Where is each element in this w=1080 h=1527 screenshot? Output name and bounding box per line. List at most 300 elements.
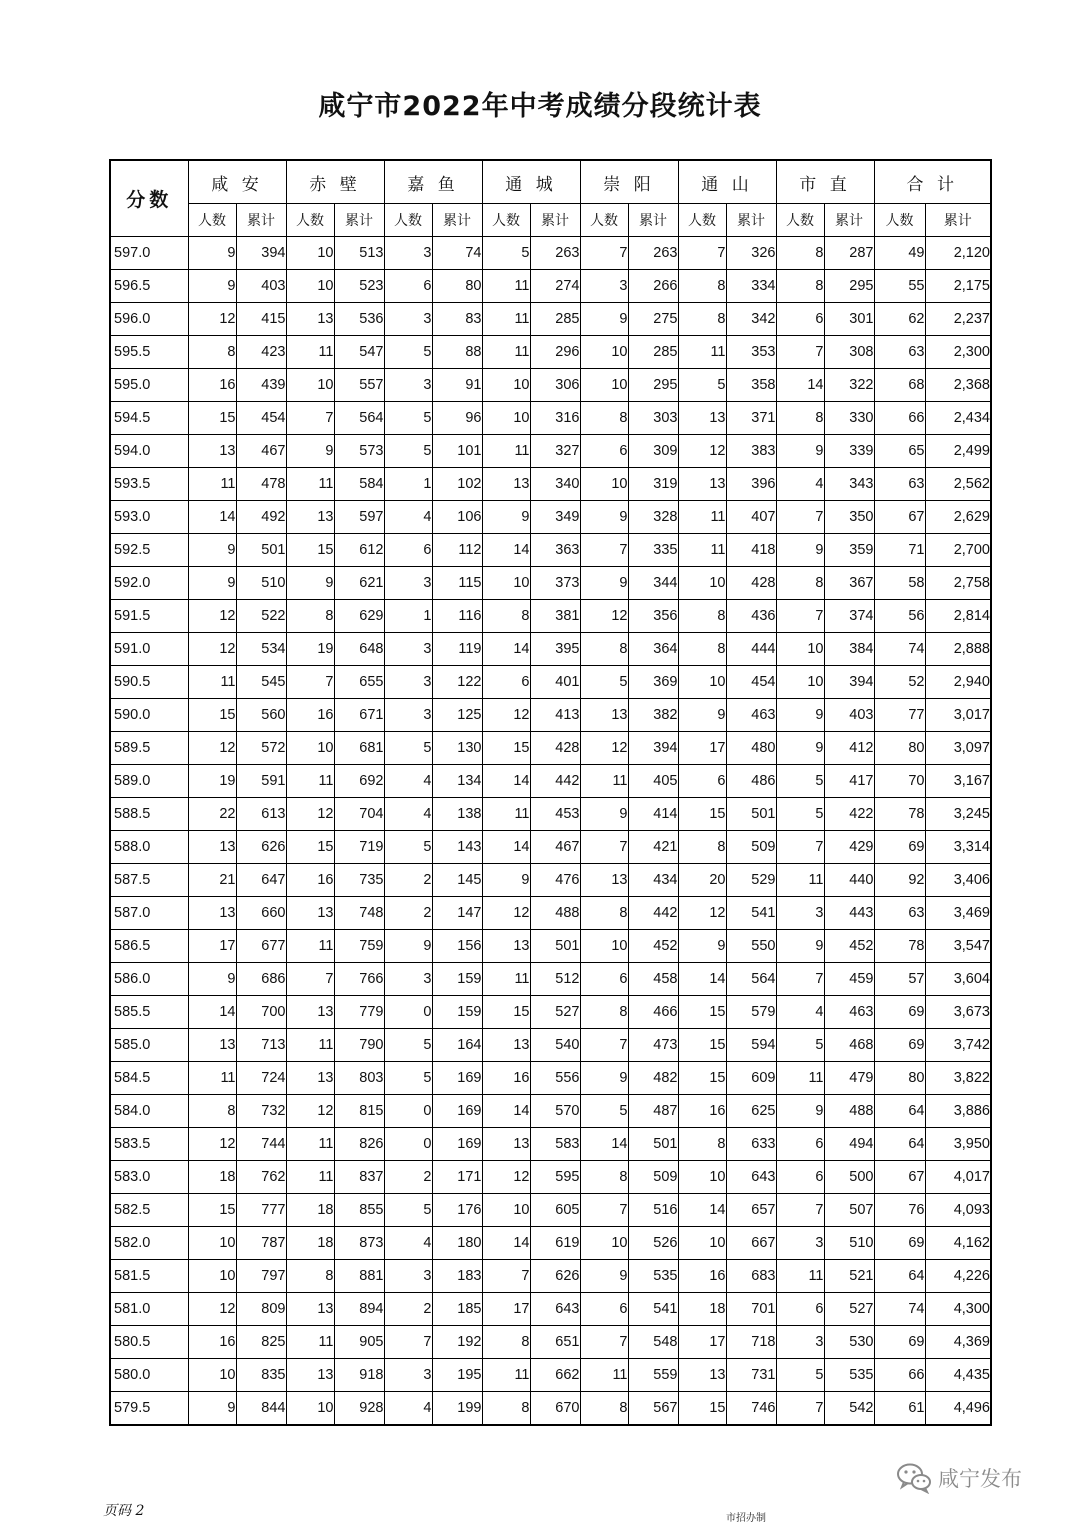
count-cell: 8 [776,237,824,270]
count-cell: 66 [874,1359,925,1392]
count-cell: 9 [678,930,726,963]
score-cell: 590.5 [110,666,188,699]
cumulative-cell: 374 [824,600,874,633]
cumulative-cell: 454 [726,666,776,699]
cumulative-cell: 334 [726,270,776,303]
score-cell: 591.5 [110,600,188,633]
count-cell: 9 [776,699,824,732]
count-cell: 14 [678,963,726,996]
count-cell: 12 [482,897,530,930]
cumulative-header: 累计 [334,204,384,237]
count-cell: 11 [678,501,726,534]
cumulative-cell: 285 [530,303,580,336]
count-cell: 11 [188,666,236,699]
cumulative-cell: 570 [530,1095,580,1128]
count-cell: 67 [874,1161,925,1194]
cumulative-cell: 541 [628,1293,678,1326]
count-cell: 10 [286,732,334,765]
cumulative-cell: 583 [530,1128,580,1161]
cumulative-cell: 526 [628,1227,678,1260]
cumulative-cell: 301 [824,303,874,336]
cumulative-cell: 274 [530,270,580,303]
cumulative-cell: 358 [726,369,776,402]
count-cell: 8 [580,897,628,930]
cumulative-cell: 3,469 [925,897,991,930]
count-cell: 10 [482,402,530,435]
count-cell: 55 [874,270,925,303]
count-cell: 14 [188,996,236,1029]
count-header: 人数 [580,204,628,237]
count-header: 人数 [678,204,726,237]
count-cell: 10 [286,270,334,303]
count-cell: 13 [482,930,530,963]
count-cell: 16 [286,699,334,732]
header-row-subcolumns [110,204,991,237]
count-cell: 6 [776,1293,824,1326]
watermark [896,1462,1022,1494]
count-cell: 7 [678,237,726,270]
cumulative-cell: 176 [432,1194,482,1227]
count-cell: 10 [188,1260,236,1293]
count-cell: 8 [678,270,726,303]
count-cell: 14 [482,1095,530,1128]
count-cell: 6 [384,534,432,567]
count-cell: 9 [776,732,824,765]
cumulative-cell: 894 [334,1293,384,1326]
cumulative-cell: 88 [432,336,482,369]
region-header: 通 山 [678,160,776,204]
cumulative-cell: 463 [726,699,776,732]
cumulative-cell: 3,245 [925,798,991,831]
count-cell: 13 [286,897,334,930]
count-cell: 11 [776,1260,824,1293]
table-row [110,699,991,732]
count-cell: 8 [580,996,628,1029]
count-cell: 65 [874,435,925,468]
count-cell: 16 [678,1095,726,1128]
count-header: 人数 [776,204,824,237]
count-cell: 15 [188,699,236,732]
table-row [110,798,991,831]
count-cell: 7 [776,336,824,369]
cumulative-cell: 2,940 [925,666,991,699]
cumulative-cell: 463 [824,996,874,1029]
count-cell: 13 [678,1359,726,1392]
count-cell: 0 [384,1128,432,1161]
header-row-regions [110,160,991,204]
score-distribution-table [109,159,992,1426]
count-cell: 15 [188,402,236,435]
cumulative-cell: 417 [824,765,874,798]
table-row [110,1326,991,1359]
region-header: 通 城 [482,160,580,204]
table-row [110,666,991,699]
cumulative-cell: 428 [530,732,580,765]
count-cell: 11 [286,336,334,369]
cumulative-cell: 359 [824,534,874,567]
cumulative-cell: 119 [432,633,482,666]
cumulative-cell: 143 [432,831,482,864]
cumulative-header: 累计 [628,204,678,237]
table-row [110,930,991,963]
count-cell: 12 [482,1161,530,1194]
cumulative-cell: 535 [824,1359,874,1392]
cumulative-cell: 548 [628,1326,678,1359]
cumulative-cell: 169 [432,1128,482,1161]
cumulative-cell: 452 [628,930,678,963]
count-cell: 8 [580,402,628,435]
score-cell: 592.5 [110,534,188,567]
cumulative-cell: 418 [726,534,776,567]
cumulative-cell: 452 [824,930,874,963]
count-cell: 11 [286,930,334,963]
table-row [110,963,991,996]
cumulative-cell: 122 [432,666,482,699]
cumulative-cell: 835 [236,1359,286,1392]
cumulative-cell: 180 [432,1227,482,1260]
cumulative-cell: 670 [530,1392,580,1426]
count-cell: 11 [286,1128,334,1161]
table-row [110,501,991,534]
count-cell: 10 [776,666,824,699]
count-cell: 7 [286,666,334,699]
cumulative-cell: 476 [530,864,580,897]
region-header: 合 计 [874,160,991,204]
count-cell: 12 [678,897,726,930]
cumulative-cell: 591 [236,765,286,798]
cumulative-cell: 130 [432,732,482,765]
cumulative-cell: 545 [236,666,286,699]
score-cell: 595.0 [110,369,188,402]
count-cell: 17 [482,1293,530,1326]
cumulative-cell: 308 [824,336,874,369]
count-cell: 5 [776,1029,824,1062]
cumulative-cell: 3,017 [925,699,991,732]
cumulative-cell: 787 [236,1227,286,1260]
cumulative-cell: 3,314 [925,831,991,864]
count-cell: 6 [482,666,530,699]
count-cell: 15 [678,996,726,1029]
count-cell: 13 [188,831,236,864]
count-cell: 9 [188,534,236,567]
score-cell: 593.5 [110,468,188,501]
count-cell: 11 [482,270,530,303]
cumulative-cell: 444 [726,633,776,666]
cumulative-cell: 466 [628,996,678,1029]
count-cell: 0 [384,996,432,1029]
cumulative-cell: 3,547 [925,930,991,963]
count-cell: 9 [776,930,824,963]
cumulative-cell: 779 [334,996,384,1029]
count-cell: 80 [874,732,925,765]
count-cell: 12 [188,1128,236,1161]
cumulative-cell: 328 [628,501,678,534]
count-cell: 3 [384,1359,432,1392]
cumulative-cell: 74 [432,237,482,270]
cumulative-cell: 4,369 [925,1326,991,1359]
count-cell: 13 [482,1029,530,1062]
count-cell: 8 [776,402,824,435]
cumulative-cell: 384 [824,633,874,666]
count-cell: 12 [188,633,236,666]
count-cell: 5 [384,732,432,765]
score-cell: 585.0 [110,1029,188,1062]
cumulative-cell: 4,017 [925,1161,991,1194]
cumulative-cell: 513 [334,237,384,270]
count-cell: 11 [286,1161,334,1194]
count-cell: 3 [776,1326,824,1359]
count-cell: 5 [776,798,824,831]
cumulative-cell: 844 [236,1392,286,1426]
cumulative-cell: 547 [334,336,384,369]
count-cell: 13 [286,501,334,534]
count-cell: 13 [482,1128,530,1161]
cumulative-cell: 790 [334,1029,384,1062]
cumulative-cell: 4,435 [925,1359,991,1392]
count-cell: 10 [580,369,628,402]
cumulative-cell: 459 [824,963,874,996]
count-cell: 7 [776,1392,824,1426]
cumulative-cell: 516 [628,1194,678,1227]
count-cell: 11 [776,864,824,897]
cumulative-cell: 171 [432,1161,482,1194]
cumulative-cell: 339 [824,435,874,468]
cumulative-cell: 809 [236,1293,286,1326]
count-cell: 13 [188,435,236,468]
count-cell: 52 [874,666,925,699]
cumulative-cell: 559 [628,1359,678,1392]
cumulative-cell: 837 [334,1161,384,1194]
cumulative-cell: 287 [824,237,874,270]
score-cell: 584.0 [110,1095,188,1128]
cumulative-cell: 629 [334,600,384,633]
count-cell: 21 [188,864,236,897]
count-cell: 15 [286,534,334,567]
count-cell: 11 [482,435,530,468]
count-cell: 10 [580,1227,628,1260]
cumulative-cell: 667 [726,1227,776,1260]
cumulative-cell: 383 [726,435,776,468]
cumulative-cell: 183 [432,1260,482,1293]
cumulative-cell: 434 [628,864,678,897]
cumulative-cell: 192 [432,1326,482,1359]
count-cell: 10 [286,237,334,270]
cumulative-cell: 83 [432,303,482,336]
cumulative-cell: 825 [236,1326,286,1359]
count-cell: 74 [874,1293,925,1326]
count-cell: 9 [580,798,628,831]
cumulative-cell: 529 [726,864,776,897]
count-cell: 49 [874,237,925,270]
count-cell: 16 [188,1326,236,1359]
count-cell: 7 [776,1194,824,1227]
cumulative-cell: 683 [726,1260,776,1293]
cumulative-cell: 2,562 [925,468,991,501]
cumulative-cell: 619 [530,1227,580,1260]
cumulative-cell: 509 [726,831,776,864]
cumulative-cell: 655 [334,666,384,699]
cumulative-cell: 421 [628,831,678,864]
page-number: 页码 2 [103,1503,145,1519]
count-header: 人数 [482,204,530,237]
cumulative-cell: 501 [628,1128,678,1161]
count-cell: 9 [776,435,824,468]
count-cell: 11 [188,1062,236,1095]
count-cell: 12 [188,732,236,765]
count-cell: 19 [188,765,236,798]
count-cell: 56 [874,600,925,633]
count-cell: 3 [384,633,432,666]
table-row [110,1128,991,1161]
count-cell: 6 [776,303,824,336]
count-cell: 80 [874,1062,925,1095]
count-cell: 6 [384,270,432,303]
count-cell: 6 [580,1293,628,1326]
count-cell: 14 [580,1128,628,1161]
cumulative-cell: 701 [726,1293,776,1326]
cumulative-cell: 560 [236,699,286,732]
cumulative-cell: 350 [824,501,874,534]
count-cell: 16 [482,1062,530,1095]
cumulative-cell: 704 [334,798,384,831]
cumulative-header: 累计 [432,204,482,237]
count-cell: 8 [188,336,236,369]
score-cell: 588.0 [110,831,188,864]
cumulative-header: 累计 [726,204,776,237]
table-row [110,996,991,1029]
count-cell: 15 [188,1194,236,1227]
count-cell: 4 [384,501,432,534]
count-cell: 13 [580,699,628,732]
count-cell: 15 [286,831,334,864]
cumulative-cell: 353 [726,336,776,369]
score-cell: 591.0 [110,633,188,666]
count-cell: 5 [678,369,726,402]
count-cell: 1 [384,468,432,501]
count-cell: 71 [874,534,925,567]
count-cell: 8 [678,303,726,336]
count-cell: 78 [874,930,925,963]
count-cell: 8 [482,600,530,633]
cumulative-cell: 330 [824,402,874,435]
cumulative-cell: 349 [530,501,580,534]
count-cell: 13 [580,864,628,897]
cumulative-cell: 303 [628,402,678,435]
cumulative-cell: 724 [236,1062,286,1095]
cumulative-cell: 626 [236,831,286,864]
cumulative-cell: 285 [628,336,678,369]
count-cell: 11 [286,765,334,798]
score-cell: 580.5 [110,1326,188,1359]
table-row [110,897,991,930]
count-cell: 8 [678,600,726,633]
cumulative-header: 累计 [236,204,286,237]
count-cell: 18 [678,1293,726,1326]
count-cell: 5 [384,435,432,468]
count-cell: 8 [776,567,824,600]
count-cell: 4 [776,996,824,1029]
count-cell: 9 [776,534,824,567]
count-cell: 14 [678,1194,726,1227]
cumulative-cell: 692 [334,765,384,798]
cumulative-cell: 363 [530,534,580,567]
cumulative-cell: 263 [530,237,580,270]
cumulative-cell: 613 [236,798,286,831]
cumulative-cell: 405 [628,765,678,798]
cumulative-cell: 492 [236,501,286,534]
count-cell: 7 [286,963,334,996]
cumulative-cell: 3,604 [925,963,991,996]
count-cell: 12 [286,1095,334,1128]
count-cell: 22 [188,798,236,831]
score-cell: 581.0 [110,1293,188,1326]
cumulative-cell: 326 [726,237,776,270]
cumulative-cell: 579 [726,996,776,1029]
cumulative-cell: 4,093 [925,1194,991,1227]
count-cell: 76 [874,1194,925,1227]
page-title: 咸宁市2022年中考成绩分段统计表 [318,91,762,122]
count-cell: 8 [580,633,628,666]
cumulative-cell: 523 [334,270,384,303]
score-cell: 581.5 [110,1260,188,1293]
cumulative-cell: 295 [824,270,874,303]
count-cell: 2 [384,1293,432,1326]
count-cell: 78 [874,798,925,831]
table-body [110,237,991,1426]
region-header: 市 直 [776,160,874,204]
count-cell: 1 [384,600,432,633]
cumulative-cell: 487 [628,1095,678,1128]
cumulative-cell: 2,434 [925,402,991,435]
table-row [110,303,991,336]
cumulative-cell: 342 [726,303,776,336]
score-cell: 585.5 [110,996,188,1029]
count-cell: 4 [384,798,432,831]
count-cell: 13 [286,1359,334,1392]
count-cell: 69 [874,996,925,1029]
table-row [110,567,991,600]
table-row [110,1161,991,1194]
cumulative-cell: 501 [236,534,286,567]
cumulative-cell: 394 [824,666,874,699]
cumulative-cell: 439 [236,369,286,402]
score-cell: 586.5 [110,930,188,963]
score-cell: 596.5 [110,270,188,303]
cumulative-cell: 394 [628,732,678,765]
count-cell: 3 [776,1227,824,1260]
count-cell: 13 [286,1062,334,1095]
count-cell: 5 [384,1194,432,1227]
count-cell: 5 [384,1062,432,1095]
cumulative-cell: 621 [334,567,384,600]
table-row [110,1293,991,1326]
cumulative-cell: 2,120 [925,237,991,270]
table-row [110,534,991,567]
cumulative-cell: 731 [726,1359,776,1392]
count-cell: 15 [482,996,530,1029]
table-row [110,732,991,765]
count-cell: 70 [874,765,925,798]
cumulative-cell: 507 [824,1194,874,1227]
cumulative-cell: 527 [530,996,580,1029]
cumulative-cell: 3,673 [925,996,991,1029]
count-cell: 5 [482,237,530,270]
count-cell: 3 [384,963,432,996]
cumulative-cell: 454 [236,402,286,435]
count-cell: 63 [874,468,925,501]
score-cell: 589.5 [110,732,188,765]
score-cell: 594.0 [110,435,188,468]
